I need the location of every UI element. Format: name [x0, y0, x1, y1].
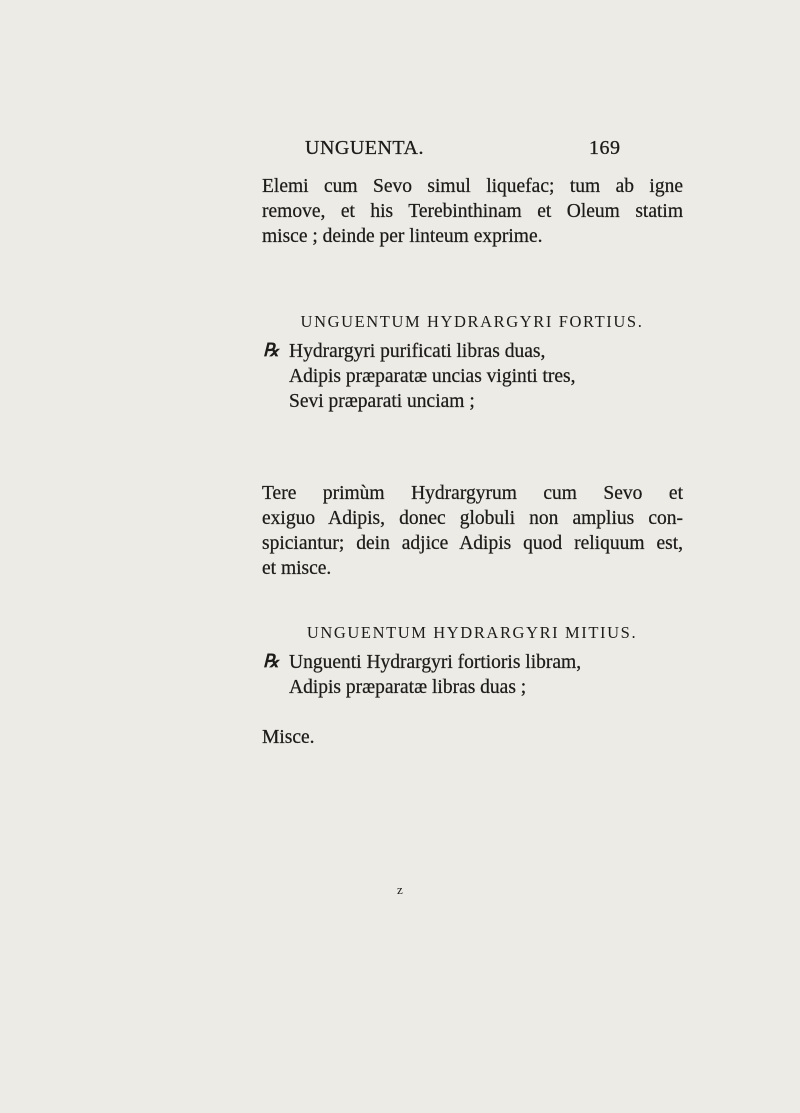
signature-mark: z	[397, 882, 403, 897]
ingredient-line: Sevi præparati unciam ;	[289, 391, 475, 412]
paragraph-line: misce ; deinde per linteum exprime.	[262, 226, 543, 247]
recipe-symbol: ℞	[263, 340, 280, 360]
page-number: 169	[589, 137, 621, 159]
recipe-symbol: ℞	[263, 651, 280, 671]
section-heading: UNGUENTUM HYDRARGYRI MITIUS.	[306, 623, 638, 642]
paragraph-line: exiguo Adipis, donec globuli non amplius con-	[262, 508, 683, 529]
ingredient-line: Adipis præparatæ libras duas ;	[289, 677, 527, 698]
ingredient-line: Unguenti Hydrargyri fortioris libram,	[289, 652, 582, 673]
paragraph-line: Tere primùm Hydrargyrum cum Sevo et	[262, 483, 683, 504]
closing-instruction: Misce.	[262, 727, 315, 748]
ingredient-line: Hydrargyri purificati libras duas,	[289, 341, 546, 362]
paragraph-line: remove, et his Terebinthinam et Oleum statim	[262, 201, 683, 222]
paragraph-line: Elemi cum Sevo simul liquefac; tum ab igne	[262, 176, 683, 197]
section-heading: UNGUENTUM HYDRARGYRI FORTIUS.	[300, 312, 644, 331]
paragraph-line: et misce.	[262, 558, 332, 579]
paragraph-line: spiciantur; dein adjice Adipis quod reliquum est,	[262, 533, 683, 554]
running-title: UNGUENTA.	[305, 137, 424, 159]
ingredient-line: Adipis præparatæ uncias viginti tres,	[289, 366, 576, 387]
